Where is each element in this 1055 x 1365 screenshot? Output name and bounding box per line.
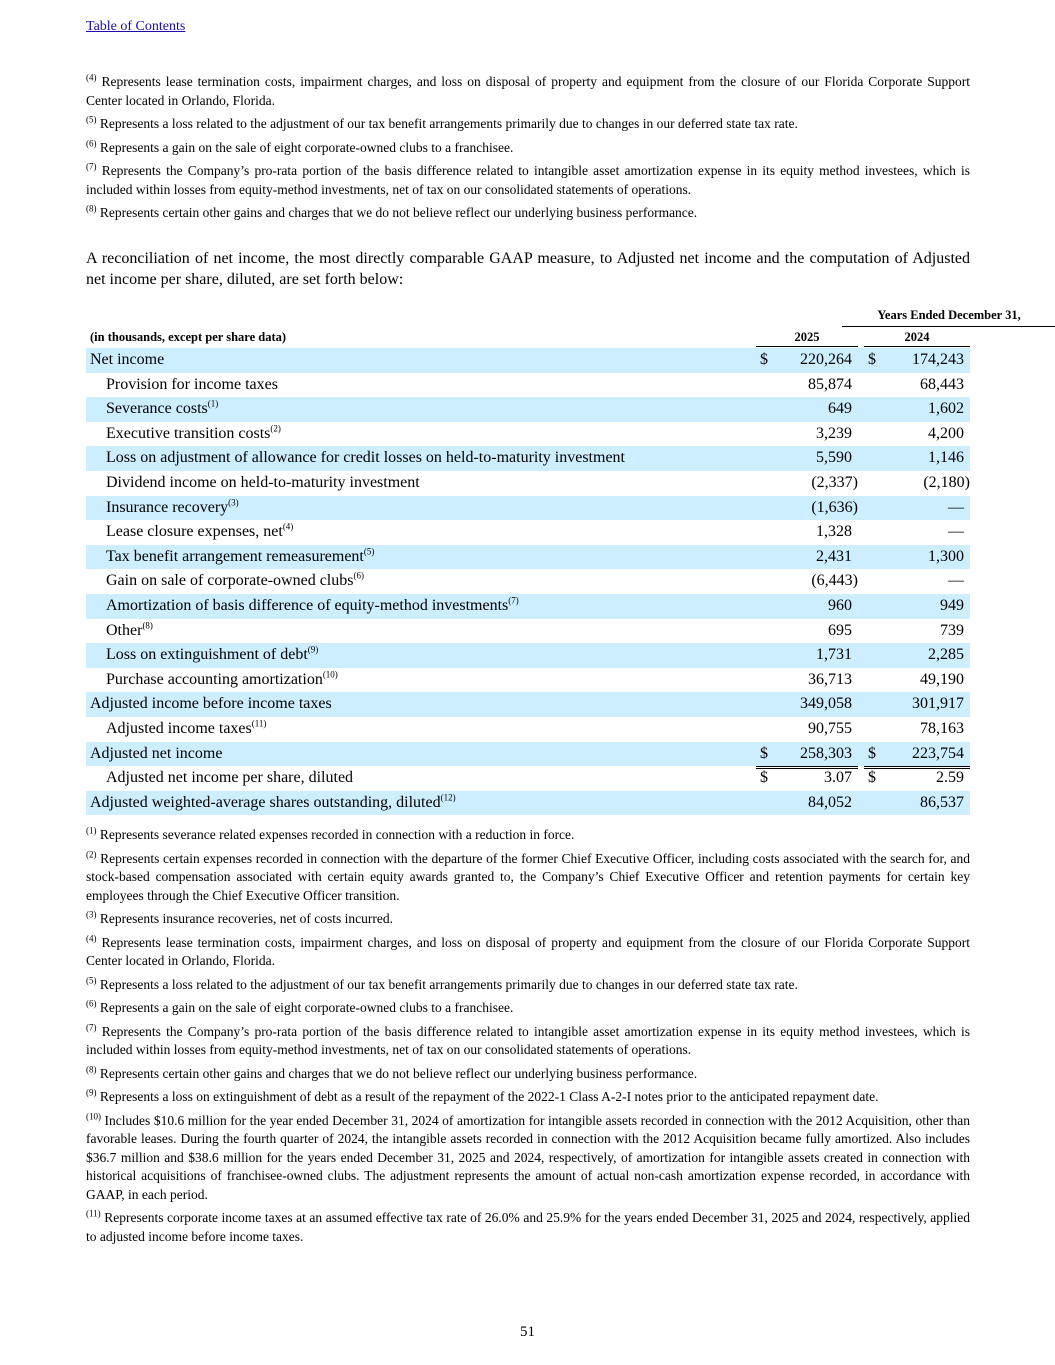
row-label: Other$^{(8)}$ (106, 620, 153, 639)
table-row (86, 717, 970, 742)
value-2024-cell (864, 471, 970, 496)
value-2024-cell (864, 643, 970, 668)
table-body (86, 348, 970, 815)
value-2025: 5,590 (816, 449, 852, 467)
value-2024-cell (864, 373, 970, 398)
value-2025-cell (756, 569, 858, 594)
value-2025: 36,713 (808, 670, 852, 688)
value-2025-cell (756, 446, 858, 471)
footnote: $^{(8)}$ Represents certain other gains and charges that we do not believe reflect our underlying business performance. (86, 203, 698, 220)
value-2025: 220,264 (800, 351, 852, 368)
value-2025-cell (756, 397, 858, 422)
top-footnotes (86, 73, 970, 228)
value-2025: 90,755 (808, 719, 852, 737)
value-2024: 2,285 (928, 646, 964, 664)
value-2024-cell (864, 348, 970, 373)
value-2024: 68,443 (920, 375, 964, 393)
value-2024-cell (864, 446, 970, 471)
table-row (86, 545, 970, 570)
footnote: $^{(3)}$ Represents insurance recoveries, net of costs incurred. (86, 909, 394, 926)
currency-symbol: $ (760, 744, 768, 762)
value-2025: (1,636) (811, 498, 858, 516)
value-2025-cell (756, 373, 858, 398)
value-2024: 4,200 (928, 424, 964, 442)
footnote: $^{(4)}$ Represents lease termination costs, impairment charges, and loss on disposal of property and equipment from the closure of our Florida Corporate Support Center located in Orlando, Florida. (86, 72, 971, 108)
footnote: $^{(10)}$ Includes $10.6 million for the year ended December 31, 2024 of amortization for intangible assets recorded in connection with the 2012 Acquisition, other than favorable leases. During the fourth quarter of 2024, the intangible assets recorded in connection with the 2012 Acquisition became fully amortized. Also includes $36.7 million and $38.6 million for the years ended December 31, 2025 and 2024, respectively, of amortization for intangible assets created in connection with historical acquisitions of franchisee-owned clubs. The adjustment represents the amount of actual non-cash amortization expense recorded, in accordance with GAAP, in each period. (86, 1111, 970, 1202)
value-2024-cell (864, 692, 970, 717)
footnote: $^{(6)}$ Represents a gain on the sale of eight corporate-owned clubs to a franchisee. (86, 138, 514, 155)
value-2024: 223,754 (912, 744, 964, 762)
value-2025: (6,443) (811, 572, 858, 590)
value-2025: 85,874 (808, 375, 852, 393)
row-label: Adjusted weighted-average shares outstanding, diluted$^{(12)}$ (90, 792, 456, 811)
footnote: $^{(5)}$ Represents a loss related to the adjustment of our tax benefit arrangements primarily due to changes in our deferred state tax rate. (86, 114, 798, 131)
row-label: Tax benefit arrangement remeasurement$^{(5)}$ (106, 546, 375, 565)
value-2024-cell (864, 594, 970, 619)
value-2024-cell (864, 545, 970, 570)
row-label: Net income (90, 351, 165, 368)
footnote: $^{(7)}$ Represents the Company’s pro-rata portion of the basis difference related to intangible asset amortization expense in its equity method investees, which is included within losses from equity-method investments, net of tax on our consolidated statements of operations. (86, 161, 971, 197)
value-2025: 960 (828, 596, 852, 614)
value-2025-cell (756, 348, 858, 373)
value-2024-cell (864, 619, 970, 644)
value-2024: — (948, 523, 964, 541)
value-2024-cell (864, 520, 970, 545)
row-label: Loss on adjustment of allowance for credit losses on held-to-maturity investment (106, 449, 625, 467)
row-label: Purchase accounting amortization$^{(10)}$ (106, 669, 338, 688)
footnote: $^{(7)}$ Represents the Company’s pro-rata portion of the basis difference related to intangible asset amortization expense in its equity method investees, which is included within losses from equity-method investments, net of tax on our consolidated statements of operations. (86, 1022, 971, 1057)
value-2025-cell (756, 742, 858, 770)
value-2024-cell (864, 668, 970, 694)
value-2025: 695 (828, 621, 852, 639)
value-2025-cell (756, 692, 858, 717)
row-label: Provision for income taxes (106, 375, 278, 393)
table-row (86, 766, 970, 791)
value-2025: (2,337) (811, 473, 858, 491)
value-2024-cell (864, 496, 970, 521)
intro-paragraph: A reconciliation of net income, the most directly comparable GAAP measure, to Adjusted net income and the computation of Adjusted net income per share, diluted, are set forth below: (86, 250, 970, 288)
value-2025-cell (756, 545, 858, 570)
footnote: $^{(4)}$ Represents lease termination costs, impairment charges, and loss on disposal of property and equipment from the closure of our Florida Corporate Support Center located in Orlando, Florida. (86, 933, 971, 968)
value-2024-cell (864, 397, 970, 422)
value-2025: 1,328 (816, 523, 852, 541)
value-2024-cell (864, 742, 970, 770)
value-2025: 349,058 (800, 695, 852, 713)
footnote: $^{(11)}$ Represents corporate income taxes at an assumed effective tax rate of 26.0% and 25.9% for the years ended December 31, 2025 and 2024, respectively, applied to adjusted income before income taxes. (86, 1208, 970, 1244)
currency-symbol: $ (760, 769, 768, 787)
footnote: $^{(9)}$ Represents a loss on extinguishment of debt as a result of the repayment of the 2022-1 Class A-2-I notes prior to the anticipated repayment date. (86, 1087, 879, 1104)
table-row (86, 397, 970, 422)
value-2024: 2.59 (936, 769, 964, 787)
value-2024: 78,163 (920, 719, 964, 737)
value-2024-cell (864, 569, 970, 594)
row-label: Lease closure expenses, net$^{(4)}$ (106, 521, 294, 541)
currency-symbol: $ (868, 744, 876, 762)
value-2024: 949 (940, 596, 964, 614)
currency-symbol: $ (868, 769, 876, 787)
table-row (86, 422, 970, 447)
value-2024: 174,243 (912, 351, 964, 368)
table-row (86, 348, 970, 373)
footnote: $^{(2)}$ Represents certain expenses recorded in connection with the departure of the former Chief Executive Officer, including costs associated with the search for, and stock-based compensation associated with certain equity awards granted to, the Company’s Chief Executive Officer and retention payments for certain key employees through the Chief Executive Officer transition. (86, 849, 970, 903)
row-label: Severance costs$^{(1)}$ (106, 398, 219, 418)
table-row (86, 742, 970, 767)
value-2024: 739 (940, 621, 964, 639)
row-label: Amortization of basis difference of equity-method investments$^{(7)}$ (106, 595, 519, 614)
row-label: Adjusted net income per share, diluted (106, 769, 354, 787)
table-row (86, 594, 970, 619)
table-of-contents-link[interactable]: Table of Contents (86, 19, 186, 34)
label-header: (in thousands, except per share data) (90, 330, 287, 344)
row-label: Insurance recovery$^{(3)}$ (106, 497, 239, 516)
table-row (86, 668, 970, 693)
value-2025: 1,731 (816, 646, 852, 664)
row-label: Adjusted income taxes$^{(11)}$ (106, 718, 267, 737)
page-number: 51 (520, 1324, 535, 1340)
value-2025: 84,052 (808, 793, 852, 811)
value-2024-cell (864, 717, 970, 743)
row-label: Gain on sale of corporate-owned clubs$^{(6)}$ (106, 571, 364, 590)
currency-symbol: $ (868, 351, 876, 368)
value-2025-cell (756, 471, 858, 496)
bottom-footnotes (86, 826, 970, 1251)
value-2025-cell (756, 668, 858, 694)
value-2025: 258,303 (800, 744, 852, 762)
table-row (86, 791, 970, 816)
row-label: Loss on extinguishment of debt$^{(9)}$ (106, 644, 319, 664)
footnote: $^{(5)}$ Represents a loss related to the adjustment of our tax benefit arrangements primarily due to changes in our deferred state tax rate. (86, 975, 798, 992)
table-row (86, 373, 970, 398)
table-row (86, 496, 970, 521)
value-2025: 649 (828, 400, 852, 418)
year-2024-header: 2024 (864, 330, 970, 347)
value-2024: — (948, 572, 964, 590)
value-2024: 1,602 (928, 400, 964, 418)
value-2024-cell (864, 791, 970, 816)
table-row (86, 643, 970, 668)
table-row (86, 471, 970, 496)
value-2025-cell (756, 422, 858, 447)
value-2025: 2,431 (816, 547, 852, 565)
footnote: $^{(8)}$ Represents certain other gains and charges that we do not believe reflect our underlying business performance. (86, 1064, 698, 1081)
year-2025-header: 2025 (756, 330, 858, 347)
row-label: Dividend income on held-to-maturity investment (106, 473, 420, 491)
value-2025-cell (756, 594, 858, 619)
value-2024-cell (864, 422, 970, 447)
table-row (86, 520, 970, 545)
value-2024: 86,537 (920, 793, 964, 811)
value-2025-cell (756, 717, 858, 743)
row-label: Executive transition costs$^{(2)}$ (106, 423, 281, 442)
value-2025-cell (756, 619, 858, 644)
row-label: Adjusted net income (90, 744, 223, 762)
row-label: Adjusted income before income taxes (90, 695, 332, 713)
footnote: $^{(6)}$ Represents a gain on the sale of eight corporate-owned clubs to a franchisee. (86, 998, 514, 1015)
value-2025-cell (756, 766, 858, 791)
value-2024: 1,300 (928, 547, 964, 565)
value-2025-cell (756, 520, 858, 545)
value-2024-cell (864, 766, 970, 791)
value-2024: (2,180) (923, 473, 970, 491)
footnote: $^{(1)}$ Represents severance related expenses recorded in connection with a reduction in force. (86, 825, 575, 842)
value-2024: 49,190 (920, 670, 964, 688)
currency-symbol: $ (760, 351, 768, 368)
table-row (86, 692, 970, 717)
value-2025-cell (756, 496, 858, 521)
value-2025-cell (756, 791, 858, 816)
table-row (86, 446, 970, 471)
value-2024: 301,917 (912, 695, 964, 713)
table-row (86, 619, 970, 644)
period-header: Years Ended December 31, (842, 308, 1055, 327)
table-row (86, 569, 970, 594)
value-2025: 3,239 (816, 424, 852, 442)
value-2024: — (948, 498, 964, 516)
value-2025-cell (756, 643, 858, 668)
column-header-row (86, 329, 970, 347)
value-2024: 1,146 (928, 449, 964, 467)
value-2025: 3.07 (824, 769, 852, 787)
